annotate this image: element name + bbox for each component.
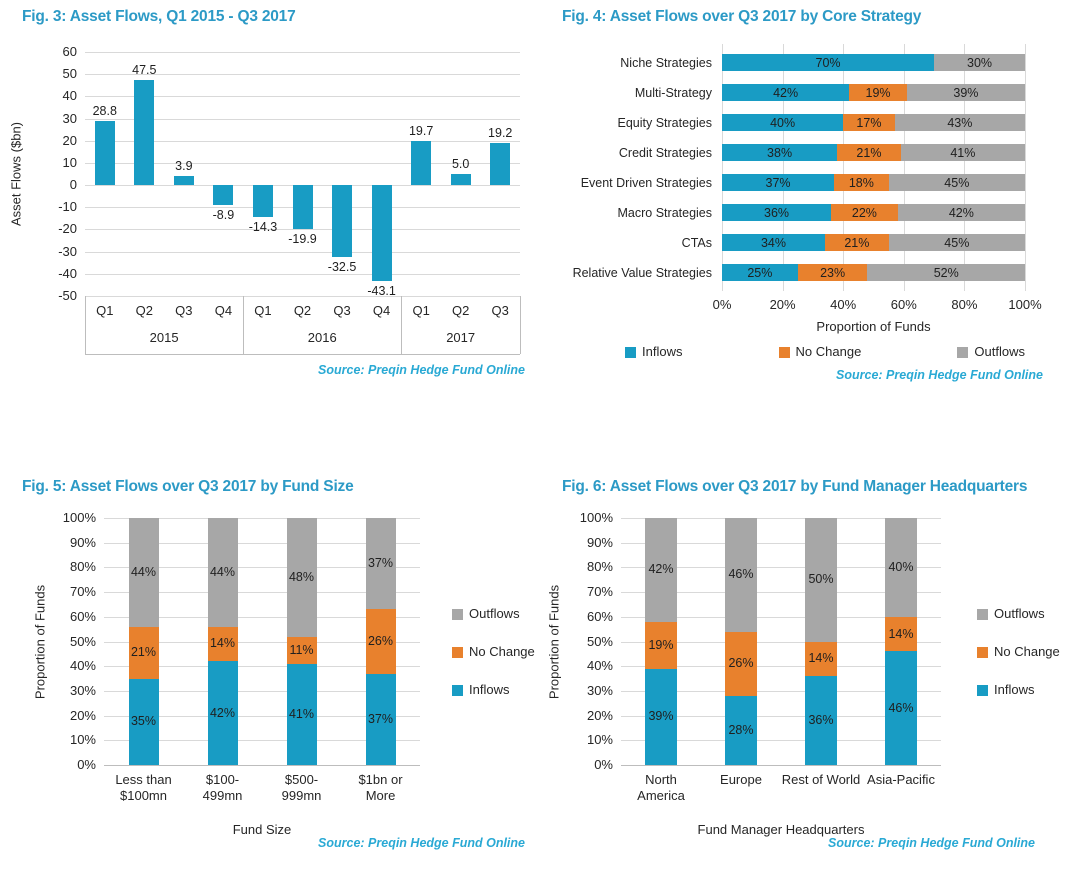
category-label: Multi-Strategy: [634, 85, 712, 100]
x-tick-label: Q2: [452, 303, 470, 318]
fig4-panel: [540, 0, 1079, 440]
category-label: Credit Strategies: [618, 145, 712, 160]
bar: [451, 174, 471, 185]
y-tick-label: 0%: [594, 757, 613, 772]
no-change-swatch: [977, 647, 988, 658]
y-tick-label: 60%: [69, 608, 96, 624]
category-label: CTAs: [681, 235, 712, 250]
x-tick-label: 20%: [769, 297, 796, 312]
gridline: [85, 229, 520, 230]
segment-label: 36%: [808, 713, 834, 728]
category-label-line: Asia-Pacific: [867, 772, 935, 787]
segment-label: 11%: [289, 642, 314, 657]
y-tick-label: 50%: [586, 633, 613, 649]
fig5-title: Fig. 5: Asset Flows over Q3 2017 by Fund Size: [22, 478, 354, 495]
y-tick-label: -20: [58, 221, 77, 237]
segment-label: 40%: [888, 559, 914, 574]
y-tick-label: 10%: [69, 732, 96, 748]
x-tick-label: Q4: [372, 303, 391, 318]
legend: [625, 345, 1025, 359]
segment-label: 46%: [888, 700, 914, 715]
gridline: [843, 44, 844, 291]
legend-label: Inflows: [642, 344, 683, 359]
outflows-swatch: [452, 609, 463, 620]
segment-label: 36%: [764, 205, 790, 220]
inflows-swatch: [977, 685, 988, 696]
segment-label: 21%: [856, 145, 882, 160]
y-tick-label: -40: [58, 265, 77, 281]
segment-label: 38%: [767, 145, 793, 160]
gridline: [904, 44, 905, 291]
category-label-line: North: [645, 772, 677, 787]
outflows-swatch: [957, 347, 968, 358]
category-label-line: America: [637, 788, 685, 803]
segment-label: 43%: [947, 115, 973, 130]
legend-item-inflows: [625, 345, 682, 359]
legend-item-no-change: [779, 345, 862, 359]
fig3-source: Source: Preqin Hedge Fund Online: [318, 363, 525, 377]
bar: [174, 176, 194, 185]
y-tick-label: 10: [62, 154, 77, 170]
segment-label: 30%: [967, 55, 993, 70]
y-tick-label: 50%: [69, 633, 96, 649]
bar: [134, 80, 154, 185]
category-label: Macro Strategies: [617, 205, 712, 220]
segment-label: 42%: [773, 85, 799, 100]
segment-label: 34%: [760, 235, 787, 250]
segment-label: 41%: [288, 706, 315, 721]
segment-label: 70%: [815, 55, 841, 70]
category-label: [326, 772, 436, 804]
y-tick-label: 60%: [586, 608, 613, 624]
x-tick-label: 60%: [890, 297, 917, 312]
bar-value-label: 19.2: [488, 125, 513, 140]
legend-label: Outflows: [469, 606, 520, 621]
y-tick-label: 80%: [586, 559, 613, 575]
legend-item-outflows: [957, 345, 1025, 359]
legend-label: Inflows: [994, 682, 1035, 697]
y-tick-label: 0: [69, 177, 77, 193]
gridline: [85, 52, 520, 53]
gridline: [1025, 44, 1026, 291]
bar-value-label: 5.0: [451, 157, 470, 171]
legend-label: Outflows: [994, 606, 1045, 621]
y-tick-label: 20: [62, 132, 77, 148]
segment-label: 45%: [944, 235, 970, 250]
gridline: [621, 765, 941, 766]
x-tick-label: Q3: [491, 303, 509, 318]
bar: [411, 141, 431, 185]
segment-label: 45%: [944, 175, 970, 190]
category-label-line: $100mn: [120, 788, 167, 803]
bar-value-label: -14.3: [248, 219, 278, 234]
category-label: Relative Value Strategies: [572, 265, 712, 280]
category-label-line: Europe: [720, 772, 762, 787]
legend-label: No Change: [795, 344, 862, 359]
segment-label: 17%: [856, 115, 882, 130]
category-label-line: 499mn: [202, 788, 243, 803]
x-axis-title: Fund Size: [232, 822, 292, 837]
axis-separator: [520, 296, 521, 354]
category-label: Niche Strategies: [620, 55, 712, 70]
x-tick-label: Q3: [333, 303, 351, 318]
fig5-chart: [0, 470, 540, 881]
category-label-line: $1bn or: [358, 772, 403, 787]
segment-label: 26%: [728, 656, 754, 671]
x-tick-label: Q1: [254, 303, 272, 318]
inflows-swatch: [452, 685, 463, 696]
x-tick-label: 100%: [1008, 297, 1042, 312]
bar-value-label: -19.9: [288, 232, 317, 247]
y-tick-label: 40%: [69, 658, 96, 674]
segment-label: 19%: [865, 85, 891, 100]
fig5-source: Source: Preqin Hedge Fund Online: [318, 836, 525, 850]
bar-value-label: 3.9: [175, 159, 193, 174]
x-tick-label: 80%: [951, 297, 978, 312]
gridline: [104, 765, 420, 766]
category-label-line: 999mn: [281, 788, 322, 803]
gridline: [722, 44, 723, 291]
fig3-title: Fig. 3: Asset Flows, Q1 2015 - Q3 2017: [22, 8, 296, 25]
y-tick-label: 30: [62, 110, 77, 126]
legend-item-outflows: [977, 607, 1045, 621]
bar-value-label: 19.7: [408, 124, 434, 139]
segment-label: 37%: [367, 711, 394, 726]
y-tick-label: 40%: [586, 658, 613, 674]
segment-label: 42%: [948, 205, 974, 220]
year-group-label: 2016: [307, 330, 337, 345]
bar-value-label: -8.9: [212, 207, 235, 222]
y-tick-label: 20%: [69, 707, 96, 723]
category-label-line: $500-: [284, 772, 319, 787]
segment-label: 44%: [130, 564, 157, 579]
bar-value-label: -32.5: [327, 260, 357, 275]
y-axis-title: Proportion of Funds: [546, 584, 562, 699]
year-group-label: 2015: [149, 330, 179, 345]
segment-label: 22%: [851, 205, 877, 220]
y-axis-title: Proportion of Funds: [32, 584, 48, 699]
fig6-title: Fig. 6: Asset Flows over Q3 2017 by Fund Manager Headquarters: [562, 478, 1028, 495]
segment-label: 14%: [209, 636, 236, 651]
bar: [293, 185, 313, 229]
no-change-swatch: [779, 347, 790, 358]
legend-label: No Change: [994, 644, 1060, 659]
segment-label: 25%: [747, 265, 773, 280]
bar-value-label: -43.1: [367, 283, 396, 298]
x-axis-title: Fund Manager Headquarters: [697, 822, 865, 837]
y-tick-label: 30%: [586, 682, 613, 698]
legend-item-no-change: [977, 645, 1060, 659]
segment-label: 19%: [648, 637, 674, 652]
inflows-swatch: [625, 347, 636, 358]
fig6-chart: [540, 470, 1079, 881]
y-tick-label: 80%: [69, 559, 96, 575]
legend-item-inflows: [977, 683, 1034, 697]
y-tick-label: 10%: [586, 732, 613, 748]
category-label-line: More: [365, 788, 396, 803]
segment-label: 37%: [765, 175, 791, 190]
gridline: [85, 274, 520, 275]
x-tick-label: Q2: [293, 303, 312, 318]
category-label: Equity Strategies: [617, 115, 712, 130]
segment-label: 48%: [288, 569, 315, 584]
y-tick-label: 100%: [62, 510, 96, 525]
y-tick-label: 50: [62, 66, 77, 82]
fig5-panel: [0, 470, 540, 881]
segment-label: 18%: [848, 175, 874, 190]
segment-label: 44%: [209, 564, 236, 579]
legend-label: No Change: [469, 644, 535, 659]
segment-label: 50%: [808, 572, 834, 587]
y-tick-label: -10: [58, 199, 77, 215]
legend-item-outflows: [452, 607, 520, 621]
segment-label: 40%: [770, 115, 796, 130]
fig6-source: Source: Preqin Hedge Fund Online: [828, 836, 1035, 850]
bar: [490, 143, 510, 186]
segment-label: 42%: [209, 705, 236, 720]
x-tick-label: Q1: [412, 303, 430, 318]
y-tick-label: 100%: [579, 510, 613, 525]
legend-label: Outflows: [974, 344, 1025, 359]
y-tick-label: 70%: [586, 584, 613, 600]
segment-label: 26%: [367, 634, 394, 648]
y-tick-label: -30: [58, 243, 77, 259]
segment-label: 21%: [844, 235, 870, 250]
segment-label: 52%: [933, 265, 959, 280]
y-tick-label: 0%: [77, 757, 96, 772]
bar: [253, 185, 273, 217]
bar: [372, 185, 392, 281]
segment-label: 46%: [728, 567, 754, 582]
fig4-source: Source: Preqin Hedge Fund Online: [836, 368, 1043, 382]
segment-label: 21%: [130, 645, 157, 660]
x-tick-label: Q2: [135, 303, 153, 318]
category-label: [846, 772, 956, 788]
fig3-panel: [0, 0, 540, 440]
outflows-swatch: [977, 609, 988, 620]
segment-label: 42%: [648, 562, 674, 577]
y-tick-label: -50: [58, 288, 77, 303]
category-label-line: Less than: [115, 772, 172, 787]
x-tick-label: Q4: [214, 303, 233, 318]
y-tick-label: 20%: [586, 707, 613, 723]
gridline: [783, 44, 784, 291]
segment-label: 28%: [728, 722, 754, 737]
segment-label: 14%: [808, 651, 834, 666]
y-tick-label: 70%: [69, 584, 96, 600]
x-tick-label: 40%: [830, 297, 857, 312]
year-group-label: 2017: [446, 330, 476, 345]
legend-label: Inflows: [469, 682, 510, 697]
bar-value-label: 28.8: [92, 104, 117, 119]
x-tick-label: 0%: [712, 297, 732, 312]
y-tick-label: 30%: [69, 682, 96, 698]
bar: [213, 185, 233, 205]
segment-label: 23%: [820, 265, 846, 280]
y-axis-title: Asset Flows ($bn): [8, 121, 24, 227]
x-axis-title: Proportion of Funds: [816, 319, 931, 334]
segment-label: 37%: [367, 556, 394, 571]
category-label-line: Rest of World: [781, 772, 861, 787]
x-tick-label: Q1: [96, 303, 114, 318]
category-label-line: $100-: [205, 772, 240, 787]
segment-label: 39%: [953, 85, 979, 100]
segment-label: 41%: [950, 145, 976, 160]
no-change-swatch: [452, 647, 463, 658]
segment-label: 35%: [130, 714, 157, 729]
gridline: [85, 252, 520, 253]
category-label: Event Driven Strategies: [580, 175, 712, 190]
fig6-panel: [540, 470, 1079, 881]
y-tick-label: 90%: [586, 534, 613, 550]
bar: [95, 121, 115, 185]
x-tick-label: Q3: [175, 303, 193, 318]
bar-value-label: 47.5: [132, 62, 157, 77]
gridline: [964, 44, 965, 291]
gridline: [85, 296, 520, 297]
legend-item-inflows: [452, 683, 509, 697]
fig4-title: Fig. 4: Asset Flows over Q3 2017 by Core Strategy: [562, 8, 922, 25]
y-tick-label: 60: [62, 44, 77, 59]
legend-item-no-change: [452, 645, 535, 659]
axis-line: [85, 354, 520, 355]
bar: [332, 185, 352, 257]
y-tick-label: 90%: [69, 534, 96, 550]
segment-label: 39%: [648, 709, 674, 724]
segment-label: 14%: [888, 626, 914, 641]
y-tick-label: 40: [62, 88, 77, 104]
